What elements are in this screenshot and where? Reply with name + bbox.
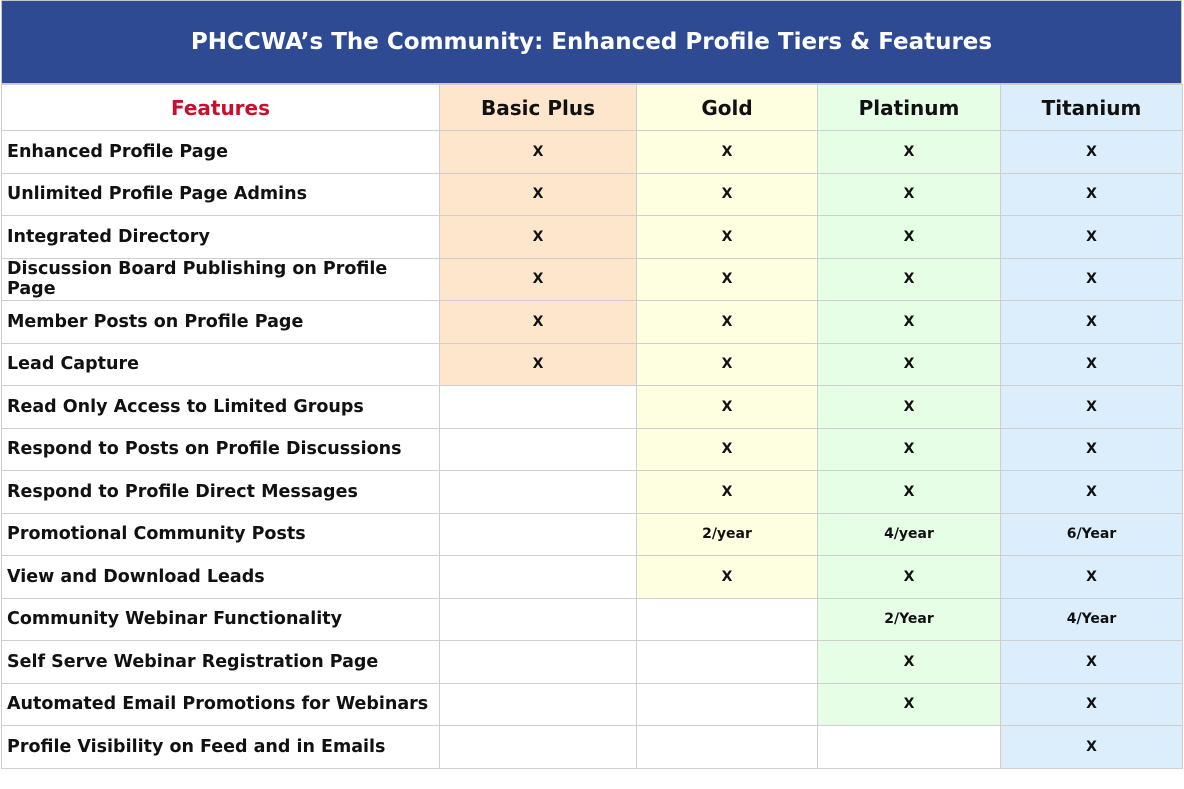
- cell-basic-plus: [440, 471, 637, 514]
- cell-titanium: X: [1001, 173, 1183, 216]
- cell-gold: X: [637, 428, 818, 471]
- cell-gold: [637, 726, 818, 769]
- cell-platinum: [818, 726, 1001, 769]
- cell-gold: [637, 683, 818, 726]
- cell-basic-plus: [440, 598, 637, 641]
- cell-platinum: X: [818, 471, 1001, 514]
- cell-gold: [637, 641, 818, 684]
- cell-basic-plus: X: [440, 301, 637, 344]
- cell-basic-plus: X: [440, 216, 637, 259]
- cell-titanium: X: [1001, 343, 1183, 386]
- table-row: [2, 726, 1183, 769]
- cell-platinum: X: [818, 428, 1001, 471]
- feature-label: Unlimited Profile Page Admins: [2, 173, 440, 216]
- feature-label: Read Only Access to Limited Groups: [2, 386, 440, 429]
- table-row: [2, 216, 1183, 259]
- cell-titanium: X: [1001, 726, 1183, 769]
- cell-gold: [637, 598, 818, 641]
- cell-titanium: X: [1001, 641, 1183, 684]
- cell-gold: X: [637, 258, 818, 301]
- cell-gold: X: [637, 556, 818, 599]
- table-row: [2, 471, 1183, 514]
- cell-titanium: X: [1001, 386, 1183, 429]
- cell-titanium: X: [1001, 683, 1183, 726]
- feature-label: Respond to Profile Direct Messages: [2, 471, 440, 514]
- cell-platinum: X: [818, 641, 1001, 684]
- table-row: [2, 641, 1183, 684]
- cell-basic-plus: [440, 683, 637, 726]
- table-row: [2, 258, 1183, 301]
- feature-label: Automated Email Promotions for Webinars: [2, 683, 440, 726]
- cell-platinum: X: [818, 343, 1001, 386]
- feature-label: Respond to Posts on Profile Discussions: [2, 428, 440, 471]
- cell-platinum: X: [818, 683, 1001, 726]
- table-row: [2, 131, 1183, 174]
- cell-titanium: X: [1001, 471, 1183, 514]
- cell-platinum: X: [818, 131, 1001, 174]
- table-row: [2, 598, 1183, 641]
- table-row: [2, 428, 1183, 471]
- feature-label: View and Download Leads: [2, 556, 440, 599]
- table-row: [2, 343, 1183, 386]
- cell-gold: X: [637, 471, 818, 514]
- feature-label: Community Webinar Functionality: [2, 598, 440, 641]
- cell-basic-plus: [440, 513, 637, 556]
- cell-gold: X: [637, 301, 818, 344]
- cell-platinum: X: [818, 301, 1001, 344]
- header-gold: Gold: [637, 85, 818, 131]
- cell-titanium: X: [1001, 556, 1183, 599]
- feature-label: Promotional Community Posts: [2, 513, 440, 556]
- table-body: [2, 131, 1183, 769]
- cell-gold: X: [637, 216, 818, 259]
- header-platinum: Platinum: [818, 85, 1001, 131]
- cell-basic-plus: X: [440, 343, 637, 386]
- features-table: [1, 84, 1183, 769]
- feature-label: Discussion Board Publishing on Profile Page: [2, 258, 440, 301]
- cell-basic-plus: [440, 428, 637, 471]
- header-titanium: Titanium: [1001, 85, 1183, 131]
- cell-basic-plus: [440, 726, 637, 769]
- feature-label: Lead Capture: [2, 343, 440, 386]
- cell-platinum: X: [818, 556, 1001, 599]
- table-row: [2, 556, 1183, 599]
- cell-gold: X: [637, 386, 818, 429]
- cell-platinum: X: [818, 258, 1001, 301]
- header-basic-plus: Basic Plus: [440, 85, 637, 131]
- cell-titanium: 4/Year: [1001, 598, 1183, 641]
- feature-label: Self Serve Webinar Registration Page: [2, 641, 440, 684]
- cell-platinum: X: [818, 386, 1001, 429]
- cell-gold: 2/year: [637, 513, 818, 556]
- cell-basic-plus: X: [440, 131, 637, 174]
- header-features: Features: [2, 85, 440, 131]
- cell-titanium: 6/Year: [1001, 513, 1183, 556]
- table-row: [2, 301, 1183, 344]
- cell-gold: X: [637, 343, 818, 386]
- cell-titanium: X: [1001, 258, 1183, 301]
- page-title: PHCCWA’s The Community: Enhanced Profile Tiers & Features: [1, 0, 1182, 84]
- table-row: [2, 173, 1183, 216]
- feature-label: Integrated Directory: [2, 216, 440, 259]
- cell-titanium: X: [1001, 301, 1183, 344]
- cell-basic-plus: [440, 386, 637, 429]
- table-row: [2, 683, 1183, 726]
- cell-basic-plus: X: [440, 258, 637, 301]
- cell-platinum: X: [818, 216, 1001, 259]
- cell-platinum: 4/year: [818, 513, 1001, 556]
- cell-basic-plus: X: [440, 173, 637, 216]
- cell-platinum: X: [818, 173, 1001, 216]
- cell-basic-plus: [440, 641, 637, 684]
- cell-titanium: X: [1001, 216, 1183, 259]
- cell-gold: X: [637, 173, 818, 216]
- feature-label: Enhanced Profile Page: [2, 131, 440, 174]
- cell-platinum: 2/Year: [818, 598, 1001, 641]
- tier-comparison: [1, 0, 1182, 787]
- table-header-row: [2, 85, 1183, 131]
- cell-gold: X: [637, 131, 818, 174]
- cell-basic-plus: [440, 556, 637, 599]
- feature-label: Member Posts on Profile Page: [2, 301, 440, 344]
- table-row: [2, 386, 1183, 429]
- table-row: [2, 513, 1183, 556]
- cell-titanium: X: [1001, 131, 1183, 174]
- feature-label: Profile Visibility on Feed and in Emails: [2, 726, 440, 769]
- cell-titanium: X: [1001, 428, 1183, 471]
